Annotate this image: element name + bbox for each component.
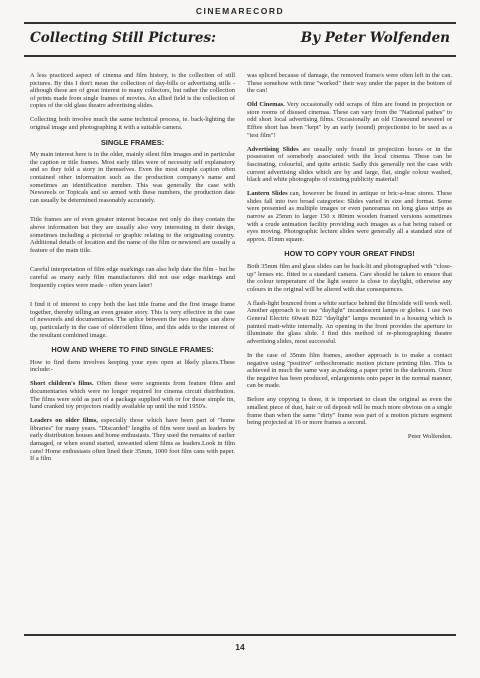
paragraph: My main interest here is in the older, mainly silent film images and in particular the caption or title frames. Most early titles were of necessity self explanatory and so they told a story in themselves. Even the most simple caption often contained other information such as the production company's name and sometimes an identification number. This was generally the case with Newsreels or Topicals and so armed with these numbers, the production date can usually be determined reasonably accurately. xyxy=(30,151,235,204)
paragraph xyxy=(247,190,452,243)
paragraph: Title frames are of even greater interest because not only do they contain the above information but they are usually also very interesting in their design, sometimes including a pictorial or graphic relating to the originating country. Additional details of location and the name of the film or newsreel are usually a feature of the main title. xyxy=(30,216,235,254)
page-number: 14 xyxy=(235,642,245,652)
paragraph: How to find them involves keeping your eyes open at likely places.These include:- xyxy=(30,358,235,374)
section-heading: SINGLE FRAMES: xyxy=(100,137,165,147)
paragraph-body: can, however be found in antique or bric-a-brac stores. These slides fall into two broad categories: Slides varied in size and format. Some were presented as multiple images or even panoramas on long glass strips as narrow as 25mm to larger 150 x 80mm wooden framed versions sometimes with a crude animation facility providing such images as a hat being raised or eyes moving. Photographic lecture slides were generally all a standard size of approx. 81mm square. xyxy=(247,190,452,243)
paragraph-lead: Advertising Slides xyxy=(247,145,299,153)
paragraph: I find it of interest to copy both the last title frame and the first image frame together, thereby telling an even greater story. This is very effective in the case of newsreels and documentaries. The splice between the two images can show up, particularly in the case of older/silent films, and this adds to the interest of the resultant combined image. xyxy=(30,301,235,339)
paragraph-body: Very occasionally odd scraps of film are found in projection or store rooms of disused cinemas. These can vary from the "National pathes" to odd short local advertising films. Occasionally an old Cinesound newsreel or Efftee short has been "kept" by an early (sound) projectionist to be used as a "test film"! xyxy=(247,101,452,139)
paragraph-body: are usually only found in projection boxes or in the possession of somebody associated with the local cinema. These can be fascinating, colourful, and quite artistic Sadly this generally not the case with current advertising slides which are by and large, flat, single colour washed, black and white photographs of existing publicity material! xyxy=(247,145,452,184)
paragraph: was spliced because of damage, the removed frame/s were often left in the can. These somehow with time "worked" their way under the paper in the bottom of the can! xyxy=(247,72,452,95)
masthead: CINEMARECORD xyxy=(195,6,285,16)
section-heading: HOW AND WHERE TO FIND SINGLE FRAMES: xyxy=(51,345,214,355)
paragraph: Before any copying is done, it is important to clean the original as even the smallest piece of dust, hair or oil deposit will be much more obvious on a single frame than when the same "dirty" frame was part of a motion picture segment being projected at 16 or more frames a second. xyxy=(247,396,452,427)
paragraph xyxy=(247,146,452,184)
header-rule-top xyxy=(24,22,456,24)
paragraph-lead: Lantern Slides xyxy=(247,190,288,198)
author-signoff: Peter Wolfenden. xyxy=(407,433,452,441)
paragraph-body: Often these were segments from feature films and documentaries which were no longer required for cinema circuit distribution. The films were sold as part of a package supplied with or for those simple tin, hand cranked toy projectors readily available up until the mid 1950's. xyxy=(30,380,235,411)
paragraph: Collecting both involve much the same technical process, ie. back-lighting the original image and photographing it with a suitable camera. xyxy=(30,116,235,132)
paragraph-lead: Leaders on older films, xyxy=(30,417,98,425)
paragraph xyxy=(247,101,452,139)
article-title: Collecting Still Pictures: xyxy=(30,30,217,46)
paragraph-lead: Short children's films. xyxy=(30,380,94,388)
paragraph-lead: Old Cinemas. xyxy=(247,101,285,109)
left-column xyxy=(30,72,235,469)
footer-rule xyxy=(24,634,456,636)
paragraph: Careful interpretation of film edge markings can also help date the film - but be careful as many early film manufacturers did not use edge markings and frequently copies were made - often years later! xyxy=(30,266,235,289)
paragraph-body: especially those which have been part of "home libraries" for many years. "Discarded" lengths of film were used as leaders by early distribution houses and home enthusiasts. They used the remains of earlier damaged, or when sound started, unwanted silent films as leaders.Look in film cans! Home enthusiasts often lined their 35mm, 1000 foot film cans with paper. If a film xyxy=(30,417,235,463)
right-column xyxy=(247,72,452,447)
header-rule-bottom xyxy=(24,55,456,57)
section-heading: HOW TO COPY YOUR GREAT FINDS! xyxy=(284,249,415,259)
article-byline: By Peter Wolfenden xyxy=(300,30,450,46)
paragraph: Both 35mm film and glass slides can be back-lit and photographed with "close-up" lenses etc. fitted to a standard camera. Care should be taken to ensure that the colour temperature of the light source is close to daylight, otherwise any colours in the original will be altered with due consequences. xyxy=(247,262,452,293)
paragraph xyxy=(30,417,235,463)
paragraph: A flash-light bounced from a white surface behind the film/slide will work well. Another approach is to use "daylight" incandescent lamps or globes. I use two General Electric 60watt B22 "daylight" lamps mounted in a housing which is painted matt-white internally. An opening in the front provides the aperture to illuminate the glass slide. I find this method of re-photographing theatre advertising slides, most successful. xyxy=(247,299,452,345)
paragraph: In the case of 35mm film frames, another approach is to make a contact negative using "positive" orthochromatic motion picture printing film. This is achieved in much the same way as,making a paper print in the darkroom. Once the negative has been produced, enlargements onto paper in the normal manner, can be made. xyxy=(247,351,452,390)
paragraph: A less practiced aspect of cinema and film history, is the collection of still pictures. By this I don't mean the collection of day-bills or advertising stills - although these are of great interest to many collectors, but rather the collection of prints made from single frames of movies. An allied field is the collection of copies of the old glass theatre advertising slides. xyxy=(30,72,235,110)
paragraph xyxy=(30,380,235,410)
